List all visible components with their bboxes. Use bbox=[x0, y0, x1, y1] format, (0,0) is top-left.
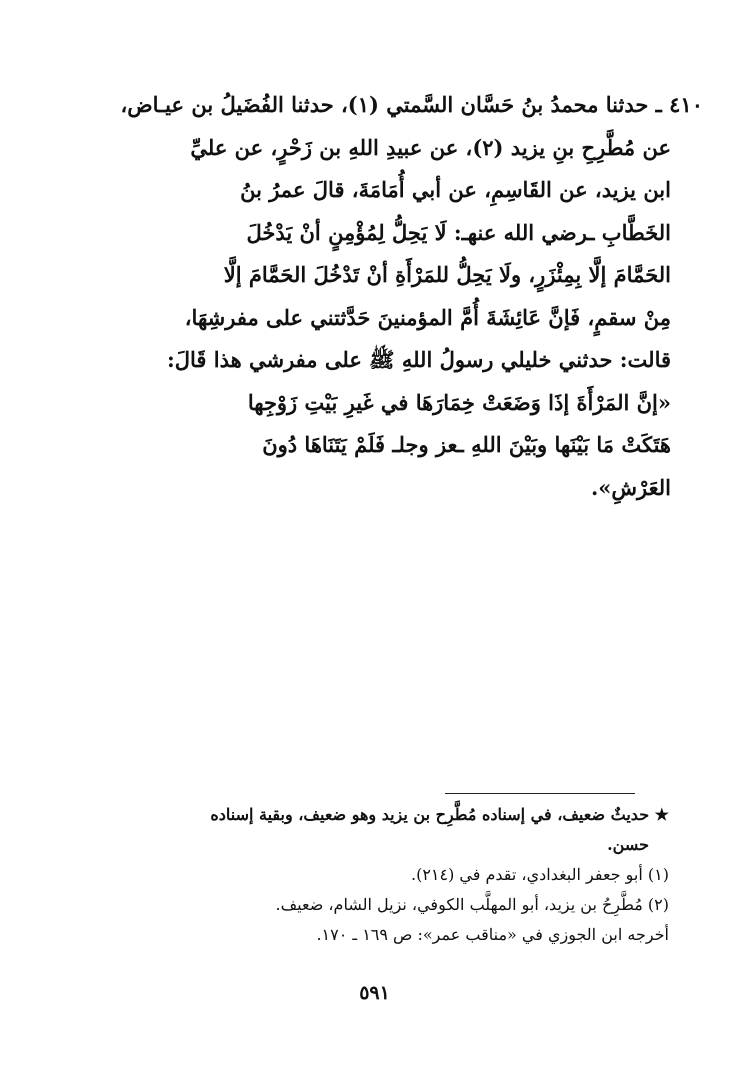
footnotes bbox=[109, 800, 669, 950]
hadith-line: قالت: حدثني خليلي رسولُ اللهِ ﷺ على مفرشي هذا قَالَ: bbox=[167, 347, 671, 372]
hadith-text bbox=[71, 84, 703, 509]
hadith-line: ابن يزيد، عن القَاسِمِ، عن أبي أُمَامَةَ، قالَ عمرُ بنُ bbox=[240, 177, 671, 202]
hadith-line: «إنَّ المَرْأَةَ إذَا وَضَعَتْ خِمَارَهَا في غَيرِ بَيْتِ زَوْجِها bbox=[247, 389, 671, 415]
hadith-line: الحَمَّامَ إلَّا بِمِئْزَرٍ، ولَا يَحِلُّ للمَرْأَةِ أنْ تَدْخُلَ الحَمَّامَ إلَّا bbox=[223, 262, 671, 287]
hadith-line: ٤١٠ ـ حدثنا محمدُ بنُ حَسَّان السَّمتي (١)، حدثنا الفُضَيلُ بن عيـاض، bbox=[120, 92, 703, 117]
footnote-2: (٢) مُطَّرِحُ بن يزيد، أبو المهلَّب الكوفي، نزيل الشام، ضعيف. bbox=[275, 895, 669, 914]
hadith-line: العَرْشِ». bbox=[590, 474, 671, 500]
footnote-separator bbox=[445, 793, 635, 794]
hadith-line: عن مُطَّرِحِ بنِ يزيد (٢)، عن عبيدِ اللهِ بن زَحْرٍ، عن عليِّ bbox=[190, 134, 671, 160]
hadith-line: الخَطَّابِ ـرضي الله عنهـ: لَا يَحِلُّ لِمُؤْمِنٍ أنْ يَدْخُلَ bbox=[246, 219, 671, 245]
hadith-line: هَتَكَتْ مَا بَيْنَها وبَيْنَ اللهِ ـعز وجلـ فَلَمْ يَتَنَاهَا دُونَ bbox=[262, 432, 671, 457]
source-note: أخرجه ابن الجوزي في «مناقب عمر»: ص ١٦٩ ـ ١٧٠. bbox=[316, 925, 669, 944]
hadith-line: مِنْ سقمٍ، فَإنَّ عَائِشَةَ أُمَّ المؤمنينَ حَدَّثتني على مفرشِهَا، bbox=[184, 304, 671, 330]
grading-note-continued: حسن. bbox=[607, 835, 649, 854]
page-number: ٥٩١ bbox=[359, 982, 390, 1004]
grading-note: ★ حديثٌ ضعيف، في إسناده مُطَّرِح بن يزيد وهو ضعيف، وبقية إسناده bbox=[210, 805, 669, 824]
footnote-1: (١) أبو جعفر البغدادي، تقدم في (٢١٤). bbox=[410, 865, 669, 884]
